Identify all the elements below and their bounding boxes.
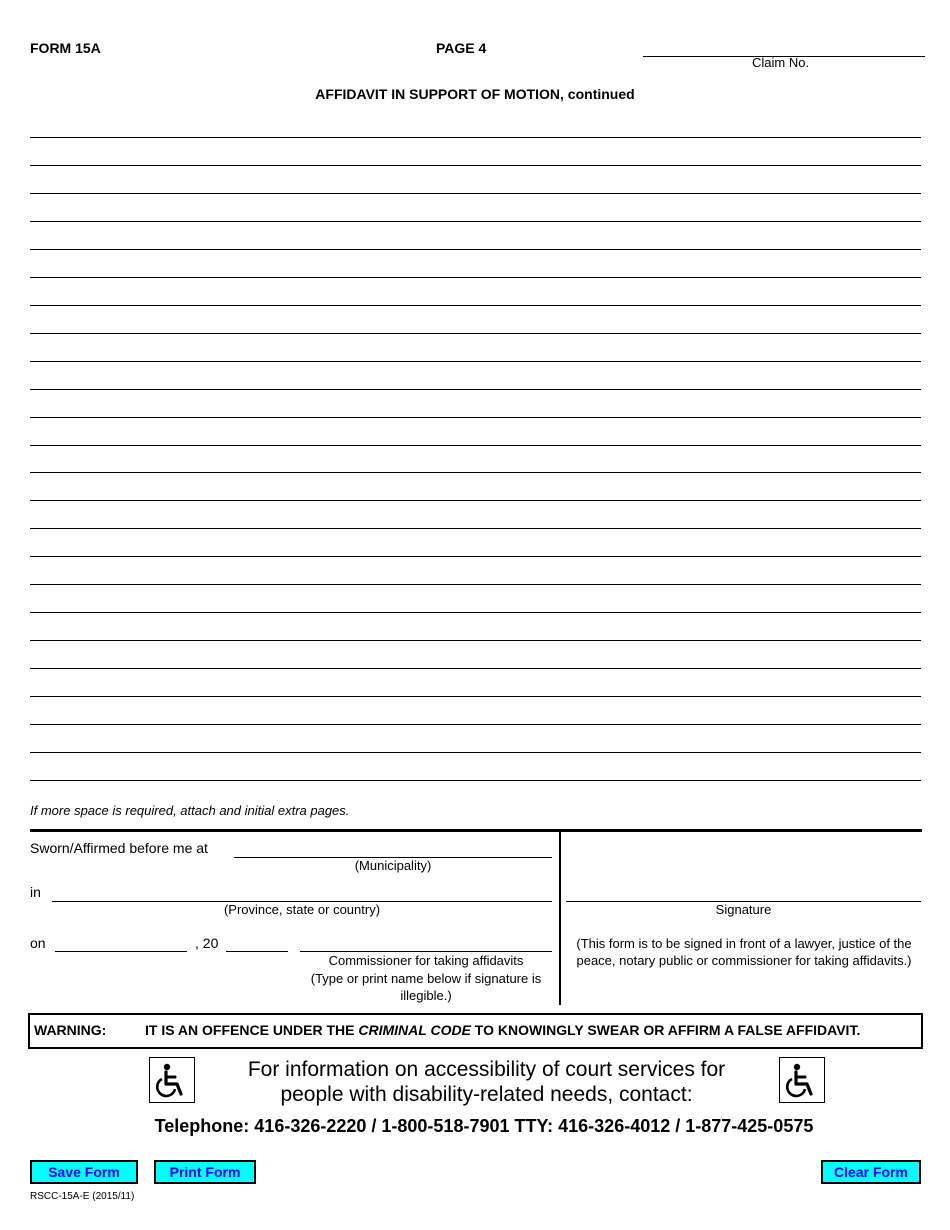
page-number: PAGE 4 xyxy=(436,40,487,56)
warning-label: WARNING: xyxy=(34,1022,107,1038)
commissioner-signature-field[interactable] xyxy=(300,951,552,952)
section-divider xyxy=(30,829,922,832)
continuation-line[interactable] xyxy=(30,500,921,501)
continuation-line[interactable] xyxy=(30,389,921,390)
continuation-line[interactable] xyxy=(30,724,921,725)
date-field[interactable] xyxy=(55,951,187,952)
claim-number-label: Claim No. xyxy=(752,55,810,70)
on-label: on xyxy=(30,935,46,951)
form-number: FORM 15A xyxy=(30,40,101,56)
year-field[interactable] xyxy=(226,951,288,952)
sworn-label: Sworn/Affirmed before me at xyxy=(30,840,208,856)
page-title: AFFIDAVIT IN SUPPORT OF MOTION, continued xyxy=(315,86,635,102)
telephone-info: Telephone: 416-326-2220 / 1-800-518-7901 TTY: 416-326-4012 / 1-877-425-0575 xyxy=(154,1116,814,1136)
continuation-line[interactable] xyxy=(30,696,921,697)
continuation-line[interactable] xyxy=(30,752,921,753)
continuation-line[interactable] xyxy=(30,584,921,585)
continuation-line[interactable] xyxy=(30,305,921,306)
warning-box xyxy=(28,1013,923,1049)
continuation-line[interactable] xyxy=(30,780,921,781)
continuation-line[interactable] xyxy=(30,640,921,641)
signature-caption: Signature xyxy=(715,902,772,917)
warning-text-after: TO KNOWINGLY SWEAR OR AFFIRM A FALSE AFFIDAVIT. xyxy=(470,1022,861,1038)
province-caption: (Province, state or country) xyxy=(223,902,381,917)
continuation-line[interactable] xyxy=(30,277,921,278)
signature-note: (This form is to be signed in front of a lawyer, justice of the peace, notary public or commissioner for taking affidavits.) xyxy=(576,936,912,968)
commissioner-caption: Commissioner for taking affidavits xyxy=(328,953,524,968)
continuation-line[interactable] xyxy=(30,556,921,557)
print-form-button[interactable]: Print Form xyxy=(154,1160,256,1184)
continuation-line[interactable] xyxy=(30,445,921,446)
continuation-line[interactable] xyxy=(30,417,921,418)
wheelchair-icon xyxy=(779,1057,825,1103)
clear-form-button[interactable]: Clear Form xyxy=(821,1160,921,1184)
continuation-line[interactable] xyxy=(30,361,921,362)
accessibility-line-2: people with disability-related needs, contact: xyxy=(280,1083,693,1106)
continuation-line[interactable] xyxy=(30,137,921,138)
warning-text xyxy=(145,1022,860,1038)
warning-text-before: IT IS AN OFFENCE UNDER THE xyxy=(145,1022,359,1038)
column-divider xyxy=(559,829,561,1005)
continuation-line[interactable] xyxy=(30,668,921,669)
year-prefix: , 20 xyxy=(195,935,219,951)
form-code: RSCC-15A-E (2015/11) xyxy=(30,1191,135,1202)
commissioner-note: (Type or print name below if signature is illegible.) xyxy=(310,971,542,1003)
extra-pages-note: If more space is required, attach and initial extra pages. xyxy=(30,803,350,818)
in-label: in xyxy=(30,884,41,900)
save-form-button[interactable]: Save Form xyxy=(30,1160,138,1184)
continuation-line[interactable] xyxy=(30,249,921,250)
wheelchair-icon xyxy=(149,1057,195,1103)
accessibility-line-1: For information on accessibility of court services for xyxy=(247,1058,726,1081)
municipality-caption: (Municipality) xyxy=(354,858,432,873)
warning-text-italic: CRIMINAL CODE xyxy=(358,1022,471,1038)
continuation-line[interactable] xyxy=(30,221,921,222)
continuation-line[interactable] xyxy=(30,528,921,529)
claim-number-input[interactable] xyxy=(643,36,925,57)
continuation-line[interactable] xyxy=(30,612,921,613)
continuation-line[interactable] xyxy=(30,472,921,473)
continuation-line[interactable] xyxy=(30,165,921,166)
continuation-line[interactable] xyxy=(30,333,921,334)
continuation-line[interactable] xyxy=(30,193,921,194)
